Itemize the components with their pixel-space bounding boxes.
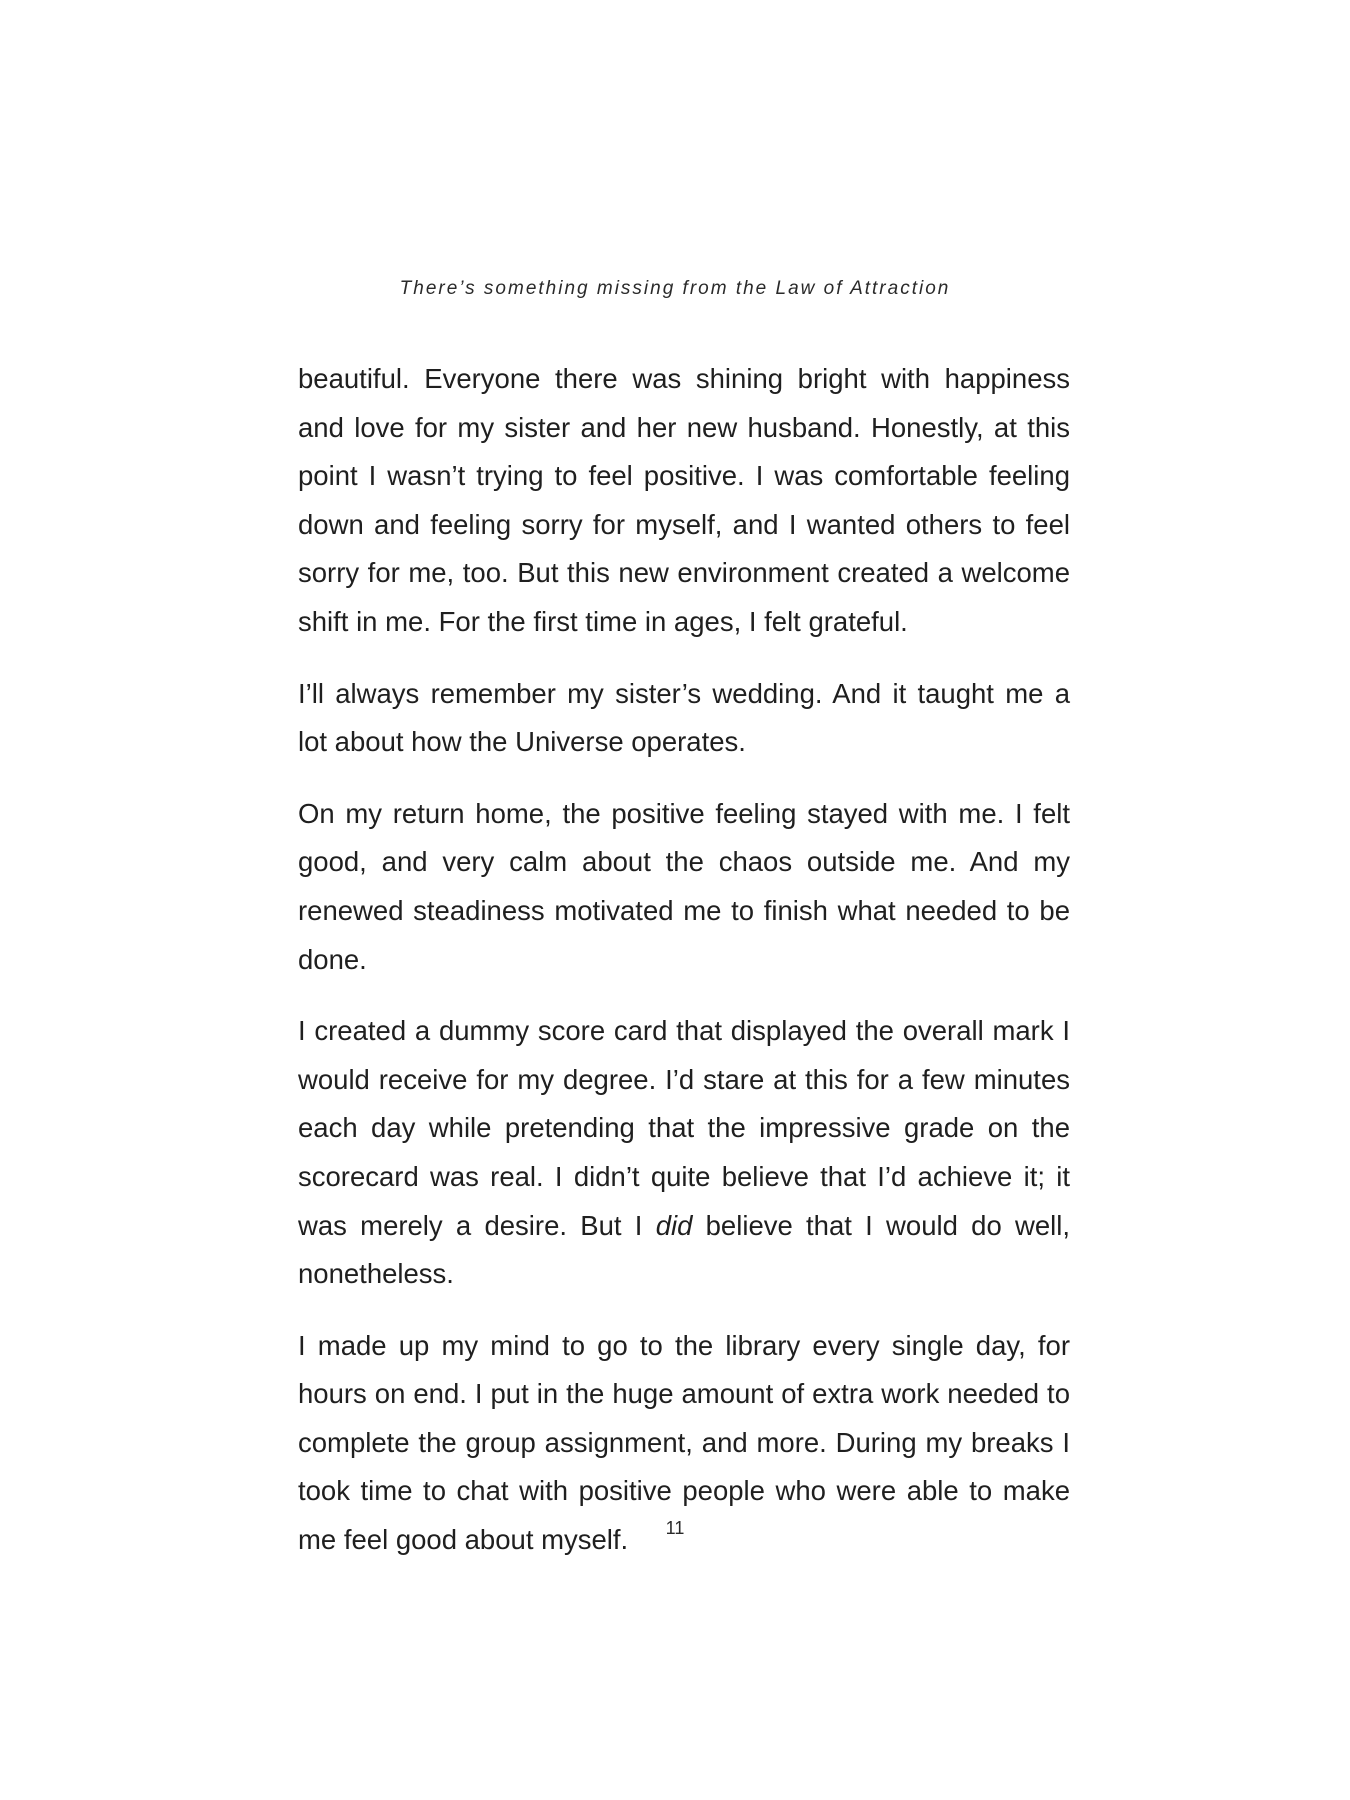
paragraph-4-text-after: believe that I would do well, nonetheless. <box>298 1209 1071 1290</box>
paragraph-4-text-before: I created a dummy score card that displayed the overall mark I would receive for my degree. I’d stare at this for a few minutes each day while pretending that the impressive grade on the scorecard was real. I didn’t quite believe that I’d achieve it; it was merely a desire. But I <box>298 1015 1070 1241</box>
page-number: 11 <box>665 1518 685 1538</box>
running-header: There’s something missing from the Law of Attraction <box>399 278 951 299</box>
paragraph-4-emphasis: did <box>655 1209 693 1241</box>
body-text <box>298 355 1070 1588</box>
paragraph-2: I’ll always remember my sister’s wedding. And it taught me a lot about how the Universe operates. <box>298 677 1070 758</box>
paragraph-1: beautiful. Everyone there was shining bright with happiness and love for my sister and her new husband. Honestly, at this point I wasn’t trying to feel positive. I was comfortable feeling down and feeling sorry for myself, and I wanted others to feel sorry for me, too. But this new environment created a welcome shift in me. For the first time in ages, I felt grateful. <box>298 363 1070 637</box>
paragraph-5: I made up my mind to go to the library every single day, for hours on end. I put in the huge amount of extra work needed to complete the group assignment, and more. During my breaks I took time to chat with positive people who were able to make me feel good about myself. <box>298 1329 1070 1556</box>
paragraph-4 <box>298 1007 1070 1299</box>
paragraph-3: On my return home, the positive feeling stayed with me. I felt good, and very calm about the chaos outside me. And my renewed steadiness motivated me to finish what needed to be done. <box>298 797 1070 975</box>
